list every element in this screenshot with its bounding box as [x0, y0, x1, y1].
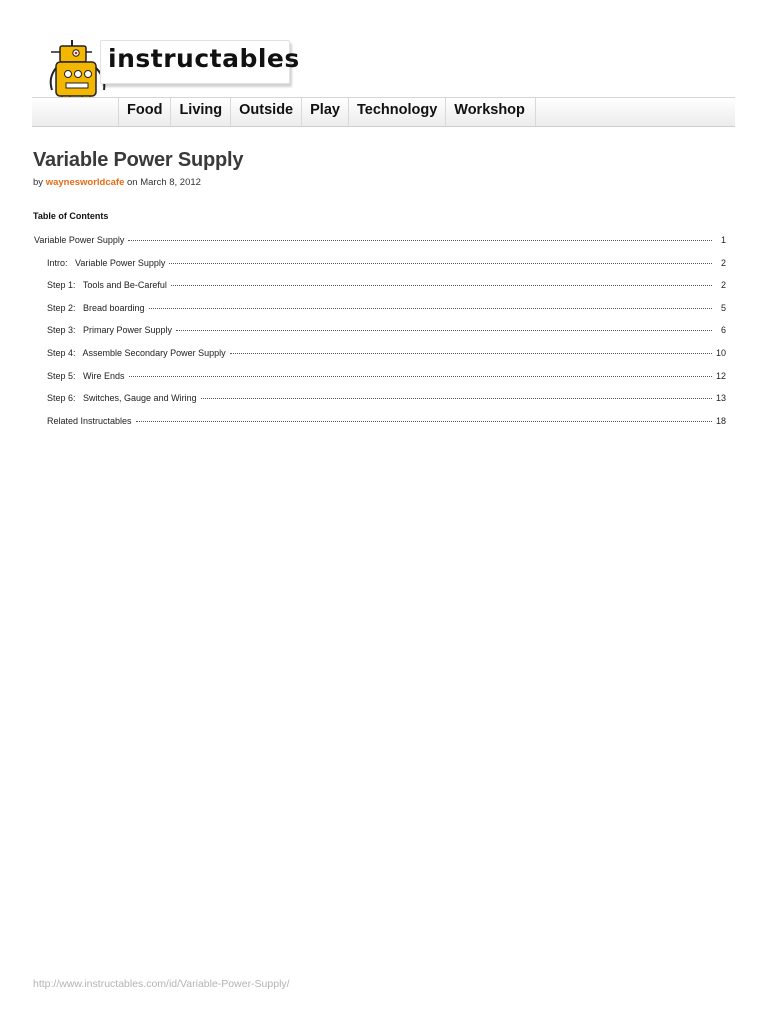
- nav-item-living[interactable]: Living: [170, 98, 230, 126]
- nav-item-outside[interactable]: Outside: [230, 98, 301, 126]
- publish-date: on March 8, 2012: [127, 177, 201, 188]
- byline-prefix: by: [33, 177, 44, 188]
- toc-entry-page: 5: [720, 303, 726, 313]
- toc-entry-label: Step 2: Bread boarding: [47, 303, 145, 313]
- toc-entry-page: 2: [720, 258, 726, 268]
- toc-leader: [230, 352, 712, 354]
- toc-leader: [149, 307, 712, 309]
- toc-leader: [136, 420, 712, 422]
- toc-entry-page: 6: [720, 325, 726, 335]
- toc-entry-label: Step 3: Primary Power Supply: [47, 325, 173, 335]
- toc-entry[interactable]: [47, 393, 726, 407]
- toc-leader: [129, 375, 712, 377]
- toc-leader: [128, 239, 712, 241]
- toc-entry-label: Step 1: Tools and Be-Careful: [47, 280, 167, 290]
- toc-entry[interactable]: [47, 348, 726, 362]
- toc-entry[interactable]: [47, 258, 726, 272]
- nav-item-technology[interactable]: Technology: [348, 98, 445, 126]
- toc-entry-page: 13: [715, 393, 726, 403]
- toc-entry-label: Intro: Variable Power Supply: [47, 258, 166, 268]
- nav-item-food[interactable]: Food: [118, 98, 170, 126]
- site-logo[interactable]: [100, 40, 300, 84]
- toc-entry-page: 2: [720, 280, 726, 290]
- logo-wordmark: instructables: [108, 44, 300, 73]
- toc-entry-label: Related Instructables: [47, 416, 132, 426]
- toc-entry-label: Variable Power Supply: [34, 235, 125, 245]
- nav-item-workshop[interactable]: Workshop: [445, 98, 536, 126]
- toc-entry-page: 1: [720, 235, 726, 245]
- category-nav: [32, 97, 735, 127]
- toc-entry[interactable]: [34, 235, 726, 249]
- site-header: [0, 0, 768, 130]
- toc-leader: [171, 284, 712, 286]
- nav-item-play[interactable]: Play: [301, 98, 348, 126]
- toc-entry[interactable]: [47, 280, 726, 294]
- footer-url-link[interactable]: http://www.instructables.com/id/Variable-Power-Supply/: [33, 978, 290, 990]
- toc-entry-label: Step 4: Assemble Secondary Power Supply: [47, 348, 226, 358]
- toc-entry-page: 12: [715, 371, 726, 381]
- toc-leader: [201, 397, 712, 399]
- toc-heading: Table of Contents: [33, 211, 109, 221]
- toc-leader: [169, 262, 712, 264]
- toc-entry[interactable]: [47, 416, 726, 430]
- byline: [33, 177, 201, 188]
- page-title: Variable Power Supply: [33, 149, 244, 171]
- toc-entry[interactable]: [47, 371, 726, 385]
- toc-entry-label: Step 5: Wire Ends: [47, 371, 125, 381]
- toc-entry[interactable]: [47, 303, 726, 317]
- toc-entry[interactable]: [47, 325, 726, 339]
- author-link[interactable]: waynesworldcafe: [45, 177, 125, 188]
- nav-list: [118, 98, 536, 126]
- toc-entry-page: 18: [715, 416, 726, 426]
- toc-entry-page: 10: [715, 348, 726, 358]
- toc-entry-label: Step 6: Switches, Gauge and Wiring: [47, 393, 197, 403]
- toc-leader: [176, 329, 712, 331]
